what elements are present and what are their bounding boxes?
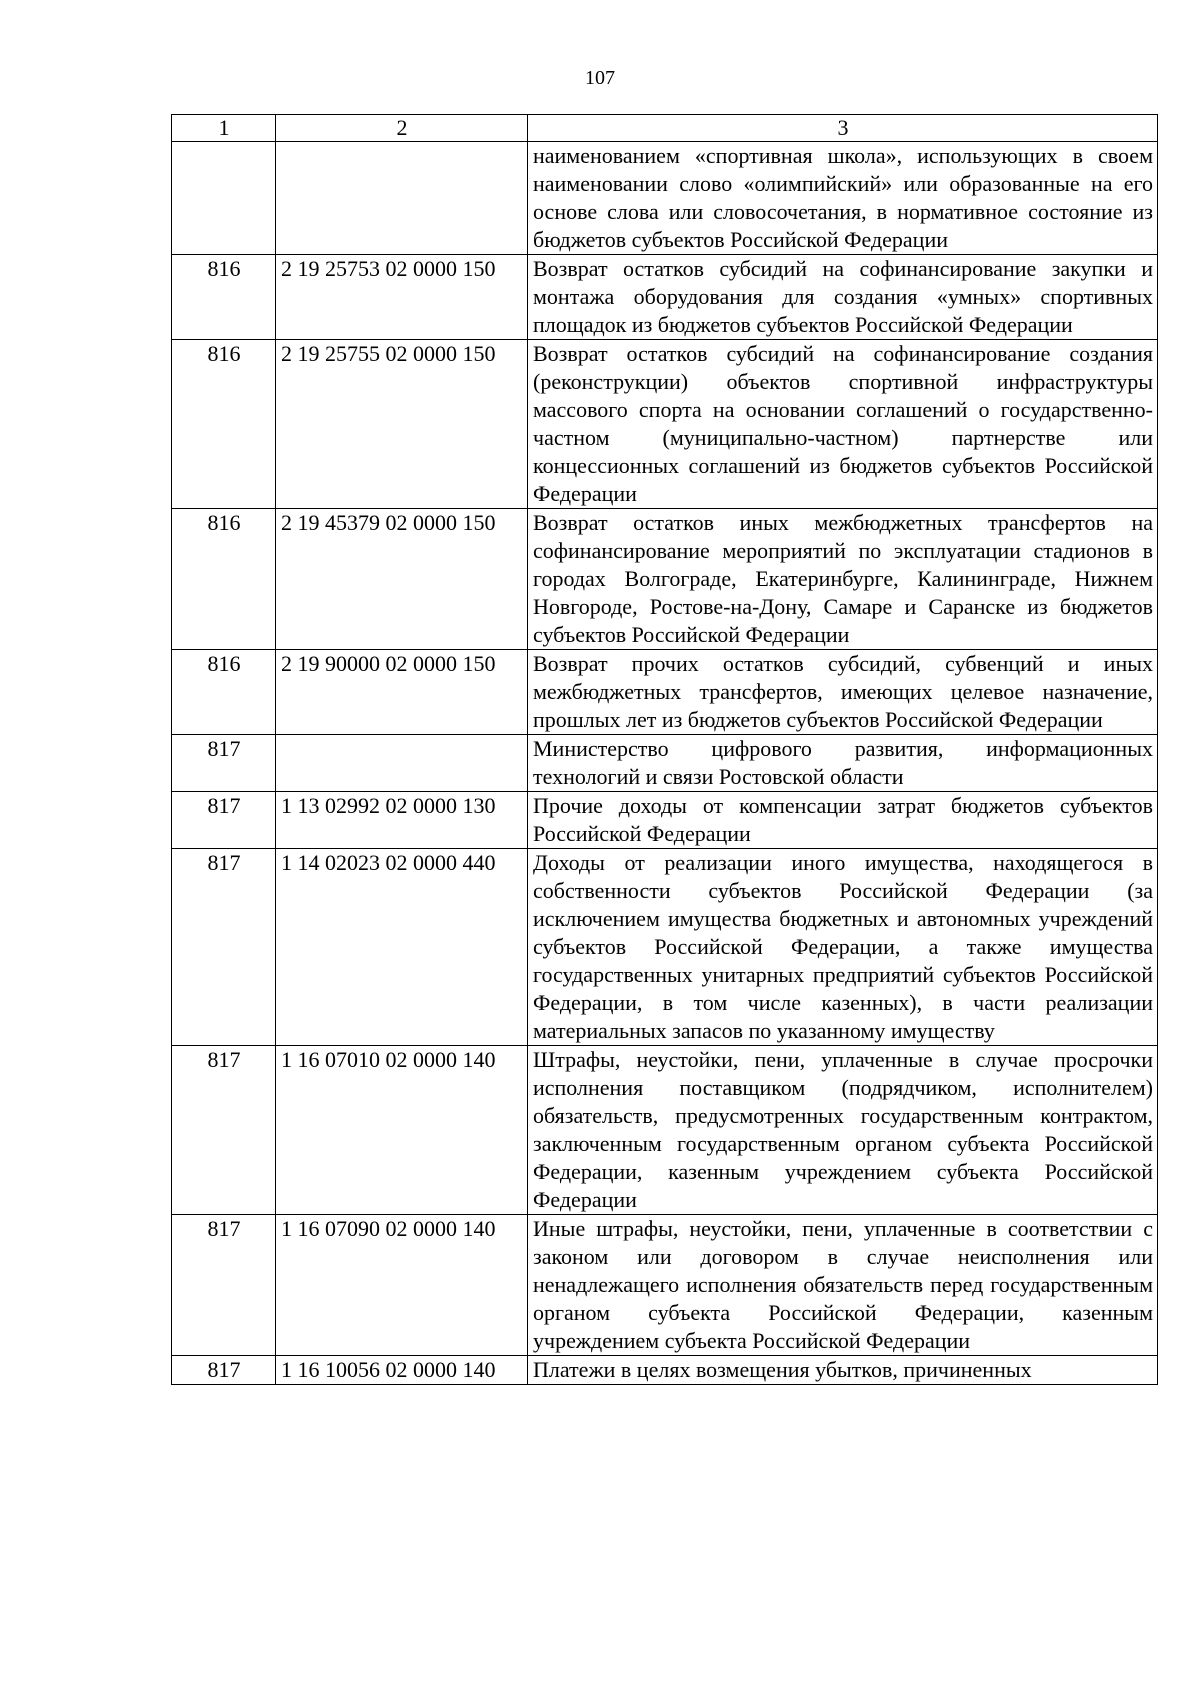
page-number: 107 <box>585 67 615 89</box>
budget-classification-table <box>171 114 1158 1385</box>
kbk-code-cell: 1 13 02992 02 0000 130 <box>276 792 528 849</box>
admin-code-cell: 817 <box>172 849 276 1046</box>
admin-code-cell: 816 <box>172 509 276 650</box>
description-cell: Возврат остатков субсидий на софинансирование закупки и монтажа оборудования для создания «умных» спортивных площадок из бюджетов субъектов Российской Федерации <box>528 255 1158 340</box>
table-row <box>172 1356 1158 1385</box>
admin-code-cell: 817 <box>172 735 276 792</box>
description-cell: наименованием «спортивная школа», использующих в своем наименовании слово «олимпийский» или образованные на его основе слова или словосочетания, в нормативное состояние из бюджетов субъектов Российской Федерации <box>528 142 1158 255</box>
table-row <box>172 509 1158 650</box>
description-cell: Возврат остатков иных межбюджетных трансфертов на софинансирование мероприятий по эксплуатации стадионов в городах Волгограде, Екатеринбурге, Калининграде, Нижнем Новгороде, Ростове-на-Дону, Самаре и Саранске из бюджетов субъектов Российской Федерации <box>528 509 1158 650</box>
description-cell: Министерство цифрового развития, информационных технологий и связи Ростовской области <box>528 735 1158 792</box>
table-row <box>172 849 1158 1046</box>
kbk-code-cell <box>276 142 528 255</box>
admin-code-cell: 816 <box>172 650 276 735</box>
column-header-2: 2 <box>276 115 528 142</box>
description-cell: Прочие доходы от компенсации затрат бюджетов субъектов Российской Федерации <box>528 792 1158 849</box>
table-row <box>172 142 1158 255</box>
kbk-code-cell: 1 16 07010 02 0000 140 <box>276 1046 528 1215</box>
admin-code-cell: 817 <box>172 1046 276 1215</box>
admin-code-cell <box>172 142 276 255</box>
admin-code-cell: 817 <box>172 792 276 849</box>
kbk-code-cell: 1 16 10056 02 0000 140 <box>276 1356 528 1385</box>
table-row <box>172 340 1158 509</box>
table-row <box>172 1215 1158 1356</box>
column-header-1: 1 <box>172 115 276 142</box>
kbk-code-cell: 1 16 07090 02 0000 140 <box>276 1215 528 1356</box>
table-row <box>172 650 1158 735</box>
table-row <box>172 735 1158 792</box>
admin-code-cell: 817 <box>172 1215 276 1356</box>
kbk-code-cell: 2 19 90000 02 0000 150 <box>276 650 528 735</box>
kbk-code-cell <box>276 735 528 792</box>
description-cell: Иные штрафы, неустойки, пени, уплаченные в соответствии с законом или договором в случае неисполнения или ненадлежащего исполнения обязательств перед государственным органом субъекта Российской Федерации, казенным учреждением субъекта Российской Федерации <box>528 1215 1158 1356</box>
admin-code-cell: 817 <box>172 1356 276 1385</box>
table-row <box>172 255 1158 340</box>
table-row <box>172 1046 1158 1215</box>
kbk-code-cell: 2 19 25755 02 0000 150 <box>276 340 528 509</box>
kbk-code-cell: 2 19 25753 02 0000 150 <box>276 255 528 340</box>
description-cell: Возврат остатков субсидий на софинансирование создания (реконструкции) объектов спортивной инфраструктуры массового спорта на основании соглашений о государственно-частном (муниципально-частном) партнерстве или концессионных соглашений из бюджетов субъектов Российской Федерации <box>528 340 1158 509</box>
column-header-3: 3 <box>528 115 1158 142</box>
description-cell: Платежи в целях возмещения убытков, причиненных <box>528 1356 1158 1385</box>
admin-code-cell: 816 <box>172 340 276 509</box>
admin-code-cell: 816 <box>172 255 276 340</box>
kbk-code-cell: 2 19 45379 02 0000 150 <box>276 509 528 650</box>
table-row <box>172 792 1158 849</box>
description-cell: Возврат прочих остатков субсидий, субвенций и иных межбюджетных трансфертов, имеющих целевое назначение, прошлых лет из бюджетов субъектов Российской Федерации <box>528 650 1158 735</box>
description-cell: Доходы от реализации иного имущества, находящегося в собственности субъектов Российской Федерации (за исключением имущества бюджетных и автономных учреждений субъектов Российской Федерации, а также имущества государственных унитарных предприятий субъектов Российской Федерации, в том числе казенных), в части реализации материальных запасов по указанному имуществу <box>528 849 1158 1046</box>
kbk-code-cell: 1 14 02023 02 0000 440 <box>276 849 528 1046</box>
table-header-row <box>172 115 1158 142</box>
description-cell: Штрафы, неустойки, пени, уплаченные в случае просрочки исполнения поставщиком (подрядчиком, исполнителем) обязательств, предусмотренных государственным контрактом, заключенным государственным органом субъекта Российской Федерации, казенным учреждением субъекта Российской Федерации <box>528 1046 1158 1215</box>
